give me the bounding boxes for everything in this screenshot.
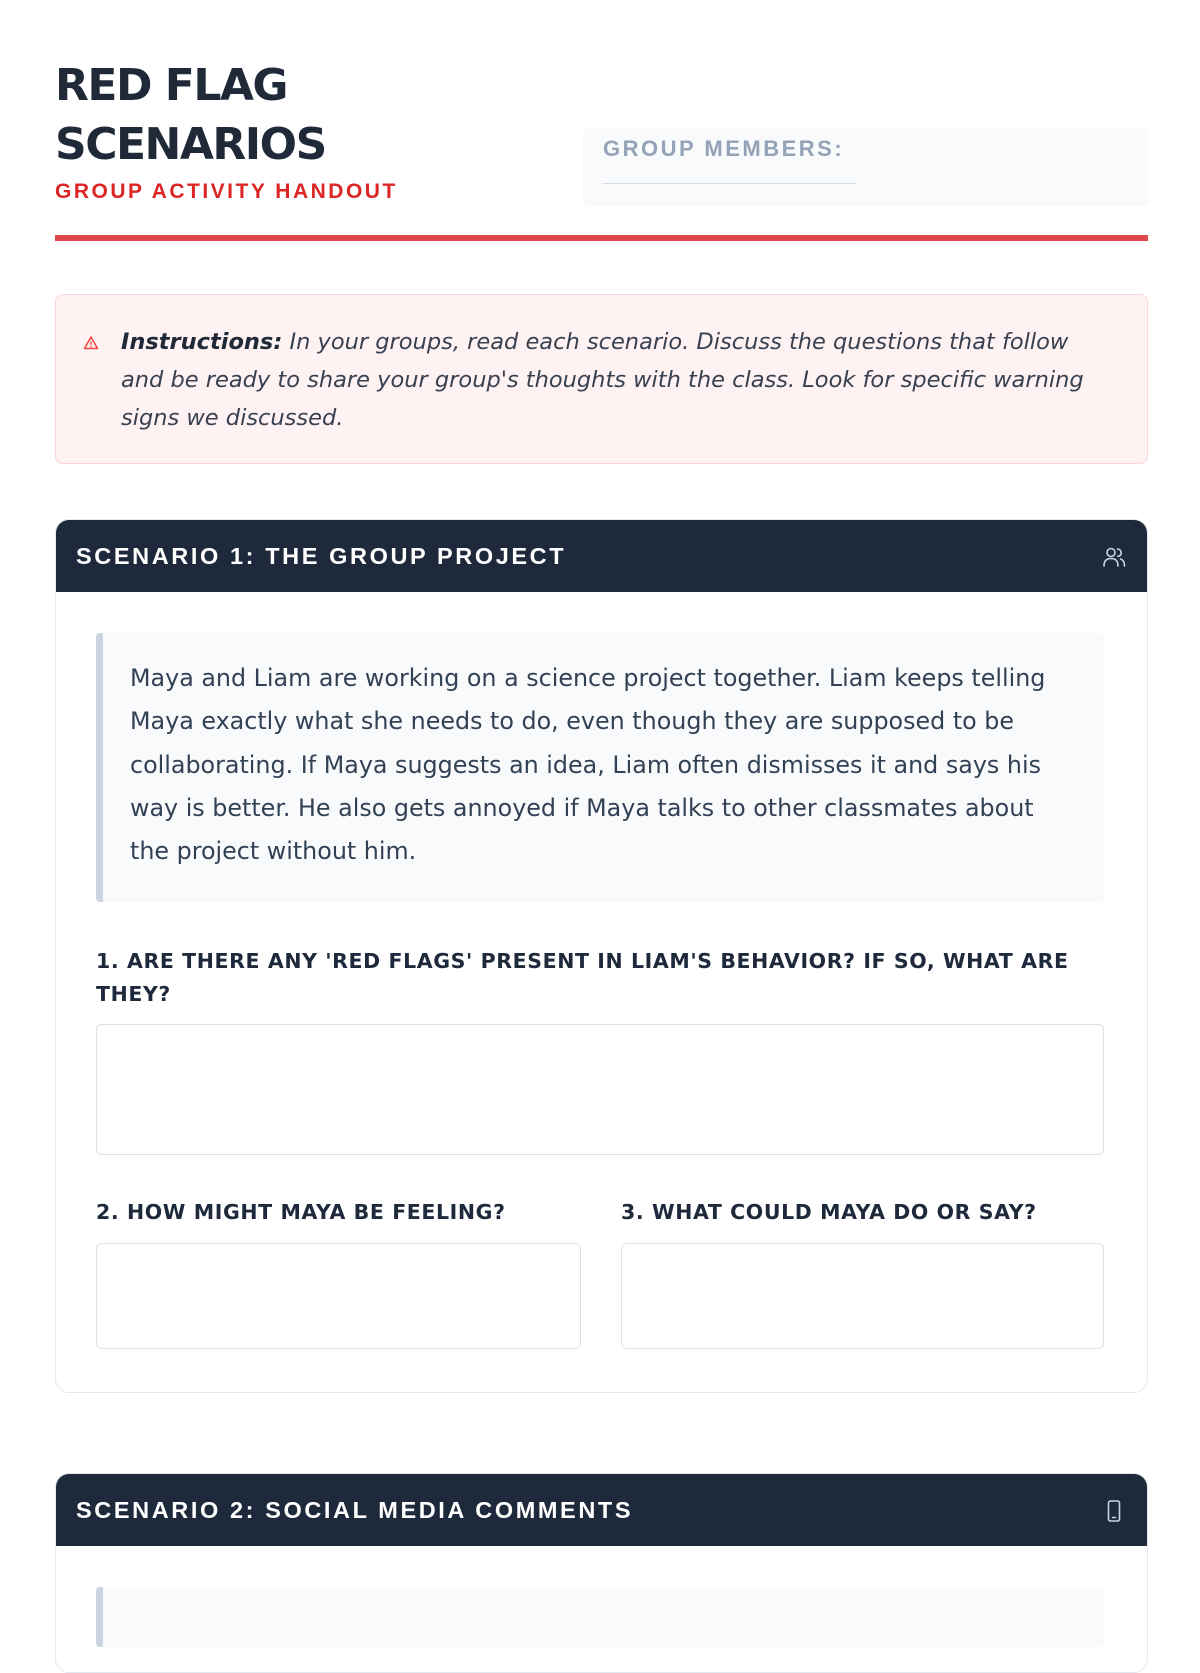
phone-icon [1101, 1498, 1127, 1524]
handout-page [55, 0, 1148, 1523]
title-block [55, 56, 398, 204]
scenario-card-1 [55, 519, 1148, 1393]
users-icon [1101, 544, 1127, 570]
scenario-2-title: SCENARIO 2: SOCIAL MEDIA COMMENTS [76, 1497, 634, 1523]
question-3-label: 3. WHAT COULD MAYA DO OR SAY? [621, 1200, 1037, 1224]
question-2-answer-box[interactable] [96, 1243, 581, 1349]
group-members-blank[interactable]: ______________________________ [603, 168, 856, 184]
instructions-body: In your groups, read each scenario. Discuss the questions that follow and be ready to share your group's thoughts with the class. Look for specific warning signs we discussed. [121, 329, 1084, 431]
scenario-1-header [56, 520, 1147, 592]
title-line-2: SCENARIOS [55, 119, 326, 170]
instructions-box [55, 294, 1148, 464]
group-members-box [583, 127, 1148, 206]
scenario-2-text-box [96, 1587, 1104, 1647]
instructions-lead: Instructions: [121, 329, 283, 355]
page-title [55, 56, 398, 174]
group-members-label: GROUP MEMBERS: [603, 136, 845, 161]
warning-triangle-icon [83, 335, 99, 351]
page-subtitle: GROUP ACTIVITY HANDOUT [55, 180, 398, 203]
scenario-1-title: SCENARIO 1: THE GROUP PROJECT [76, 543, 567, 569]
instructions-text [121, 323, 1117, 437]
question-3-answer-box[interactable] [621, 1243, 1104, 1349]
scenario-card-2 [55, 1473, 1148, 1673]
question-1-answer-box[interactable] [96, 1024, 1104, 1155]
handout-header [55, 0, 1148, 242]
header-divider [55, 235, 1148, 241]
scenario-1-text: Maya and Liam are working on a science project together. Liam keeps telling Maya exactly what she needs to do, even though they are supposed to be collaborating. If Maya suggests an idea, Liam often dismisses it and says his way is better. He also gets annoyed if Maya talks to other classmates about the project without him. [130, 664, 1046, 866]
question-2-label: 2. HOW MIGHT MAYA BE FEELING? [96, 1200, 506, 1224]
scenario-1-text-box [96, 633, 1104, 902]
scenario-2-header [56, 1474, 1147, 1546]
title-line-1: RED FLAG [55, 60, 288, 111]
question-1-label: 1. ARE THERE ANY 'RED FLAGS' PRESENT IN LIAM'S BEHAVIOR? IF SO, WHAT ARE THEY? [96, 949, 1069, 1006]
